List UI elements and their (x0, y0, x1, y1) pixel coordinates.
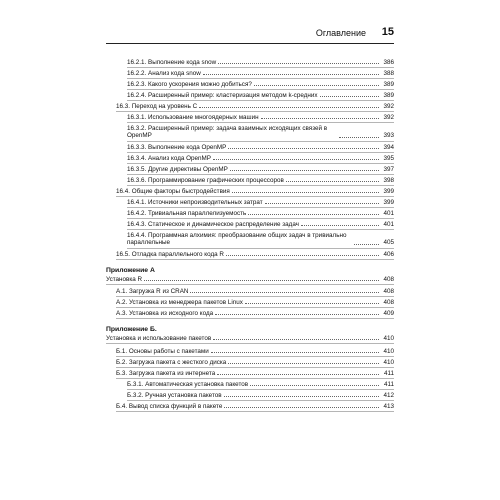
toc-entry-page: 412 (383, 392, 394, 399)
toc-entry[interactable] (116, 103, 394, 110)
toc-entry[interactable] (127, 114, 394, 121)
toc-entry-title: 16.5. Отладка параллельного кода R (116, 251, 224, 258)
toc-entry-page: 399 (383, 188, 394, 195)
row-rule (116, 196, 394, 197)
toc-entry[interactable] (127, 70, 394, 77)
toc-entry-title: 16.2.3. Какого ускорения можно добиться? (127, 81, 252, 88)
leader-dots (217, 374, 379, 375)
toc-entry-title: 16.4. Общие факторы быстродействия (116, 188, 230, 195)
leader-dots (224, 407, 379, 408)
row-rule (127, 229, 394, 230)
leader-dots (213, 159, 379, 160)
leader-dots (218, 63, 379, 64)
row-rule (116, 296, 394, 297)
toc-entry-title: 16.3.3. Выполнение кода OpenMP (127, 144, 227, 151)
toc-entry-title: Б.4. Вывод списка функций в пакете (116, 403, 223, 410)
row-rule (127, 100, 394, 101)
row-rule (127, 141, 394, 142)
toc-entry-title: 16.3. Переход на уровень C (116, 103, 198, 110)
row-rule (127, 152, 394, 153)
leader-dots (301, 225, 379, 226)
leader-dots (215, 314, 379, 315)
toc-entry[interactable] (127, 221, 394, 228)
toc-entry[interactable] (127, 92, 394, 99)
appendix-a-title: Приложение А (106, 267, 155, 274)
toc-entry[interactable] (127, 210, 394, 217)
row-rule (116, 378, 394, 379)
leader-dots (203, 74, 379, 75)
toc-entry-title: 16.2.1. Выполнение кода snow (127, 59, 217, 66)
leader-dots (144, 280, 379, 281)
toc-entry-title: Установка и использование пакетов (106, 335, 212, 342)
row-rule (127, 174, 394, 175)
leader-dots (250, 385, 379, 386)
toc-entry-title: 16.4.4. Программная алхимия: преобразование общих задач в тривиально параллельные (127, 232, 353, 247)
row-rule (106, 343, 394, 344)
toc-entry-page: 405 (383, 239, 394, 247)
row-rule (116, 259, 394, 260)
leader-dots (261, 118, 379, 119)
toc-entry-title: 16.3.1. Использование многоядерных машин (127, 114, 259, 121)
leader-dots (230, 170, 379, 171)
toc-entry-page: 411 (383, 381, 394, 388)
toc-entry[interactable] (127, 59, 394, 66)
toc-entry-page: 393 (383, 132, 394, 140)
toc-entry[interactable] (127, 144, 394, 151)
toc-entry[interactable] (116, 370, 394, 377)
toc-entry-page: 401 (383, 221, 394, 228)
leader-dots (265, 203, 379, 204)
toc-entry[interactable] (116, 310, 394, 317)
leader-dots (228, 363, 379, 364)
toc-entry-page: 386 (383, 59, 394, 66)
toc-entry-page: 395 (383, 155, 394, 162)
toc-entry-title: А.1. Загрузка R из CRAN (116, 288, 189, 295)
toc-entry-title: Б.3.2. Ручная установка пакетов (127, 392, 222, 399)
toc-entry[interactable] (127, 232, 394, 247)
row-rule (116, 307, 394, 308)
toc-entry-title: 16.3.4. Анализ кода OpenMP (127, 155, 211, 162)
toc-entry[interactable] (127, 177, 394, 184)
leader-dots (228, 148, 379, 149)
page-number: 15 (381, 26, 394, 38)
header-title: Оглавление (315, 28, 366, 38)
leader-dots (211, 352, 379, 353)
toc-entry-page: 389 (383, 81, 394, 88)
leader-dots (224, 396, 379, 397)
toc-entry[interactable] (116, 348, 394, 355)
toc-entry[interactable] (127, 81, 394, 88)
toc-entry-page: 413 (383, 403, 394, 410)
toc-entry-page: 410 (383, 359, 394, 366)
row-rule (116, 356, 394, 357)
toc-entry-title: 16.2.4. Расширенный пример: кластеризация методом k-средних (127, 92, 318, 99)
toc-entry-page: 392 (383, 103, 394, 110)
toc-entry-title: 16.4.2. Тривиальная параллелизуемость (127, 210, 247, 217)
row-rule (127, 248, 394, 249)
leader-dots (213, 339, 379, 340)
leader-dots (354, 244, 379, 245)
toc-entry-page: 399 (383, 199, 394, 206)
row-rule (106, 284, 394, 285)
toc-entry-title: А.3. Установка из исходного кода (116, 310, 214, 317)
row-rule (127, 185, 394, 186)
toc-entry-title: 16.2.2. Анализ кода snow (127, 70, 201, 77)
toc-entry[interactable] (127, 392, 394, 399)
toc-entry[interactable] (116, 288, 394, 295)
toc-entry-title: 16.3.2. Расширенный пример: задача взаимных исходящих связей в OpenMP (127, 125, 338, 140)
row-rule (116, 111, 394, 112)
toc-entry-title: Б.3. Загрузка пакета из интернета (116, 370, 216, 377)
row-rule (127, 207, 394, 208)
row-rule (127, 400, 394, 401)
toc-entry-title: 16.3.6. Программирование графических процессоров (127, 177, 284, 184)
toc-entry[interactable] (116, 251, 394, 258)
toc-entry-page: 388 (383, 70, 394, 77)
toc-entry-page: 408 (383, 276, 394, 283)
toc-entry-title: Б.2. Загрузка пакета с жесткого диска (116, 359, 227, 366)
appendix-b-title: Приложение Б. (106, 326, 157, 333)
toc-entry-title: 16.4.3. Статическое и динамическое распределение задач (127, 221, 299, 228)
row-rule (127, 67, 394, 68)
row-rule (116, 318, 394, 319)
toc-entry-title: 16.3.5. Другие директивы OpenMP (127, 166, 228, 173)
toc-entry[interactable] (106, 335, 394, 342)
toc-entry-page: 389 (383, 92, 394, 99)
row-rule (116, 411, 394, 412)
leader-dots (339, 137, 379, 138)
toc-entry-page: 410 (383, 335, 394, 342)
leader-dots (199, 107, 379, 108)
toc-entry[interactable] (116, 403, 394, 410)
leader-dots (232, 192, 379, 193)
row-rule (127, 78, 394, 79)
toc-entry-title: Б.3.1. Автоматическая установка пакетов (127, 381, 249, 388)
leader-dots (286, 181, 379, 182)
leader-dots (254, 85, 379, 86)
toc-entry-title: Б.1. Основы работы с пакетами (116, 348, 209, 355)
toc-entry-title: А.2. Установка из менеджера пакетов Linux (116, 299, 243, 306)
toc-entry-page: 410 (383, 348, 394, 355)
toc-entry-title: 16.4.1. Источники непроизводительных затрат (127, 199, 263, 206)
toc-entry-page: 398 (383, 177, 394, 184)
row-rule (127, 122, 394, 123)
toc-entry-page: 392 (383, 114, 394, 121)
leader-dots (226, 255, 379, 256)
leader-dots (248, 214, 379, 215)
leader-dots (190, 292, 379, 293)
toc-entry[interactable] (116, 359, 394, 366)
toc-entry[interactable] (127, 166, 394, 173)
row-rule (116, 367, 394, 368)
toc-entry-page: 401 (383, 210, 394, 217)
row-rule (127, 218, 394, 219)
toc-entry[interactable] (127, 381, 394, 388)
toc-entry[interactable] (127, 125, 394, 140)
toc-entry-page: 411 (383, 370, 394, 377)
toc-entry-page: 408 (383, 288, 394, 295)
row-rule (127, 389, 394, 390)
toc-entry-page: 409 (383, 310, 394, 317)
leader-dots (245, 303, 379, 304)
row-rule (127, 89, 394, 90)
toc-entry-page: 397 (383, 166, 394, 173)
toc-entry[interactable] (127, 199, 394, 206)
toc-entry-page: 406 (383, 251, 394, 258)
toc-entry[interactable] (106, 276, 394, 283)
toc-entry[interactable] (116, 188, 394, 195)
row-rule (127, 163, 394, 164)
toc-entry-title: Установка R (106, 276, 143, 283)
toc-entry[interactable] (116, 299, 394, 306)
leader-dots (320, 96, 379, 97)
toc-entry[interactable] (127, 155, 394, 162)
toc-entry-page: 394 (383, 144, 394, 151)
toc-entry-page: 408 (383, 299, 394, 306)
